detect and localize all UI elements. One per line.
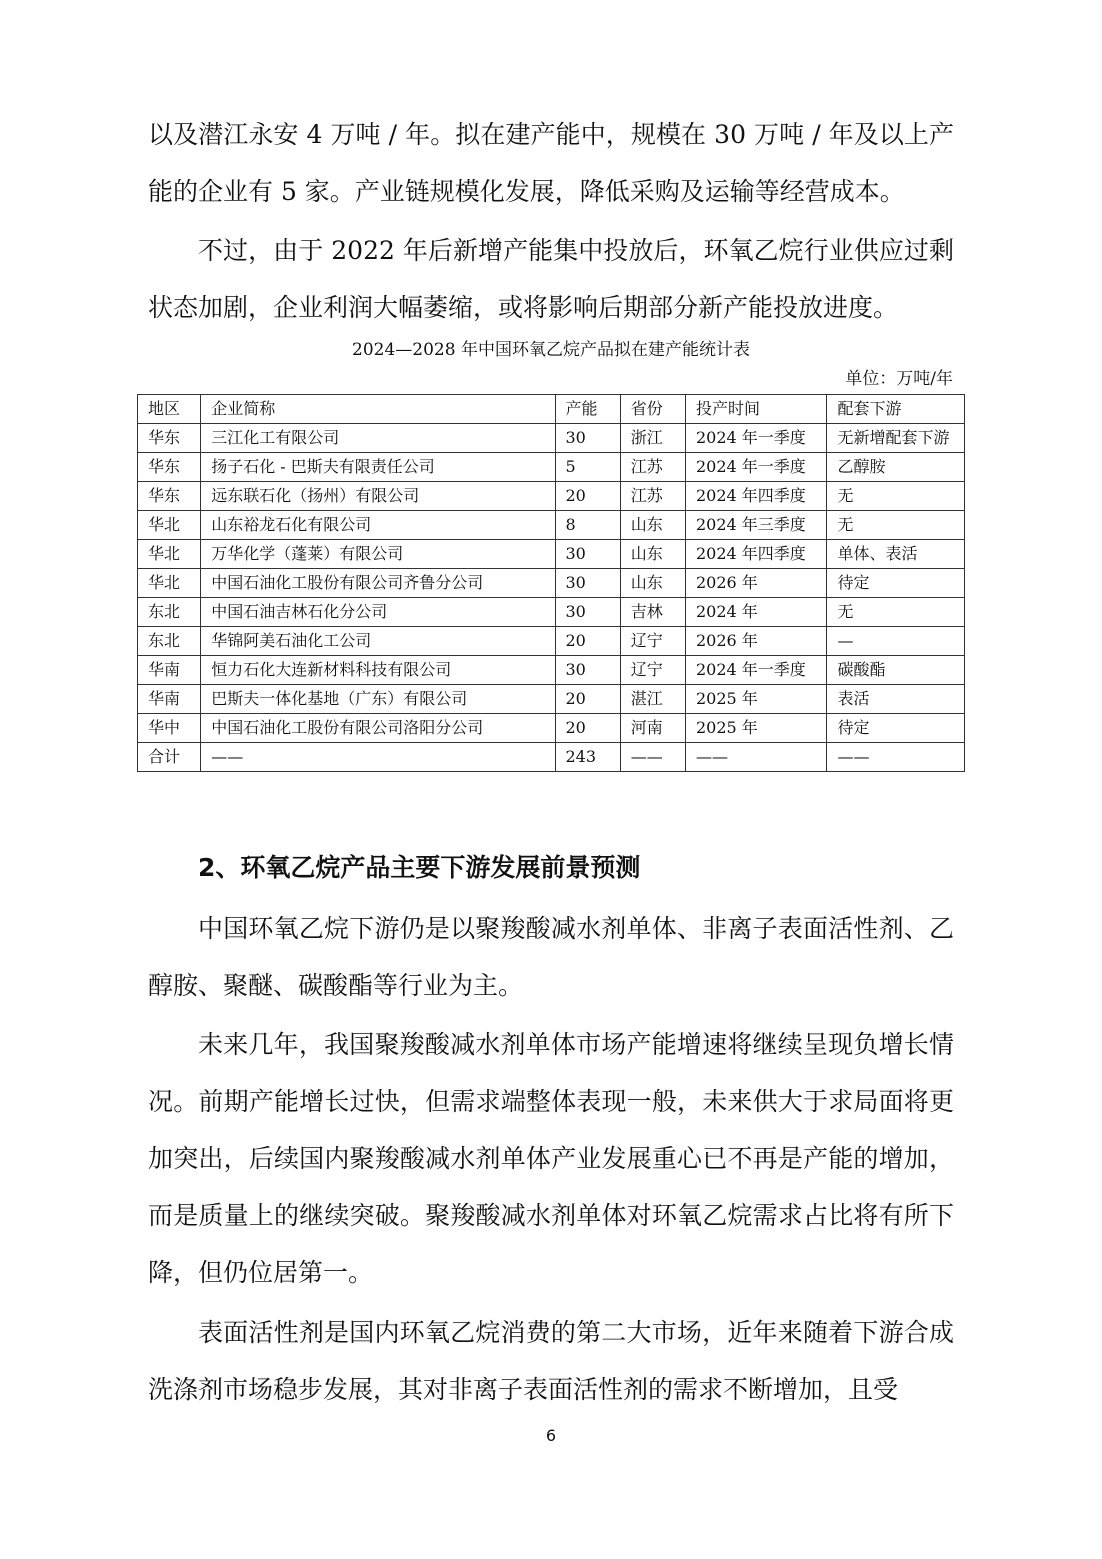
table-cell: 30 bbox=[555, 424, 620, 453]
table-cell: 辽宁 bbox=[620, 656, 685, 685]
table-cell: 8 bbox=[555, 511, 620, 540]
paragraph-downstream: 中国环氧乙烷下游仍是以聚羧酸减水剂单体、非离子表面活性剂、乙醇胺、聚醚、碳酸酯等行业为主。 bbox=[148, 914, 954, 1000]
table-cell: 扬子石化 - 巴斯夫有限责任公司 bbox=[201, 453, 555, 482]
table-cell: 吉林 bbox=[620, 598, 685, 627]
table-cell: 三江化工有限公司 bbox=[201, 424, 555, 453]
table-cell: 山东裕龙石化有限公司 bbox=[201, 511, 555, 540]
table-cell: 合计 bbox=[138, 743, 201, 772]
table-cell: 30 bbox=[555, 569, 620, 598]
table-cell: 243 bbox=[555, 743, 620, 772]
table-cell: 万华化学（蓬莱）有限公司 bbox=[201, 540, 555, 569]
paragraph-oversupply: 不过，由于 2022 年后新增产能集中投放后，环氧乙烷行业供应过剩状态加剧，企业利润大幅萎缩，或将影响后期部分新产能投放进度。 bbox=[148, 236, 954, 322]
table-cell: 2024 年一季度 bbox=[685, 453, 827, 482]
header-cell: 省份 bbox=[620, 395, 685, 424]
header-cell: 配套下游 bbox=[827, 395, 965, 424]
table-cell: 华北 bbox=[138, 540, 201, 569]
table-cell: 江苏 bbox=[620, 453, 685, 482]
section-heading: 2、环氧乙烷产品主要下游发展前景预测 bbox=[198, 853, 641, 882]
table-cell: 山东 bbox=[620, 511, 685, 540]
table-cell: 30 bbox=[555, 656, 620, 685]
table-cell: —— bbox=[685, 743, 827, 772]
table-cell: 远东联石化（扬州）有限公司 bbox=[201, 482, 555, 511]
table-cell: 5 bbox=[555, 453, 620, 482]
paragraph-surfactant: 表面活性剂是国内环氧乙烷消费的第二大市场，近年来随着下游合成洗涤剂市场稳步发展，其对非离子表面活性剂的需求不断增加，且受 bbox=[148, 1318, 954, 1404]
table-cell: 东北 bbox=[138, 627, 201, 656]
header-cell: 企业简称 bbox=[201, 395, 555, 424]
table-cell: 华锦阿美石油化工公司 bbox=[201, 627, 555, 656]
table-cell: 2024 年 bbox=[685, 598, 827, 627]
table-cell: — bbox=[827, 627, 965, 656]
table-row bbox=[138, 540, 965, 569]
table-cell: 无 bbox=[827, 511, 965, 540]
table-cell: 2025 年 bbox=[685, 685, 827, 714]
table-row bbox=[138, 424, 965, 453]
table-cell: 山东 bbox=[620, 569, 685, 598]
table-cell: 华南 bbox=[138, 656, 201, 685]
table-row bbox=[138, 743, 965, 772]
table-row bbox=[138, 598, 965, 627]
table-cell: 华东 bbox=[138, 482, 201, 511]
table-cell: 河南 bbox=[620, 714, 685, 743]
table-cell: 2026 年 bbox=[685, 569, 827, 598]
table-cell: 无 bbox=[827, 598, 965, 627]
table-cell: 湛江 bbox=[620, 685, 685, 714]
header-cell: 投产时间 bbox=[685, 395, 827, 424]
table-cell: 待定 bbox=[827, 714, 965, 743]
table-cell: 华北 bbox=[138, 511, 201, 540]
table-cell: 2024 年四季度 bbox=[685, 540, 827, 569]
table-cell: 浙江 bbox=[620, 424, 685, 453]
table-cell: 华中 bbox=[138, 714, 201, 743]
table-cell: 2024 年一季度 bbox=[685, 656, 827, 685]
table-cell: 2024 年一季度 bbox=[685, 424, 827, 453]
table-cell: 2025 年 bbox=[685, 714, 827, 743]
table-cell: 东北 bbox=[138, 598, 201, 627]
page-number: 6 bbox=[545, 1426, 557, 1445]
table-row bbox=[138, 482, 965, 511]
table-cell: —— bbox=[620, 743, 685, 772]
table-cell: 乙醇胺 bbox=[827, 453, 965, 482]
table-cell: 中国石油化工股份有限公司齐鲁分公司 bbox=[201, 569, 555, 598]
table-cell: 20 bbox=[555, 685, 620, 714]
paragraph-capacity-scale: 以及潜江永安 4 万吨 / 年。拟在建产能中，规模在 30 万吨 / 年及以上产能的企业有 5 家。产业链规模化发展，降低采购及运输等经营成本。 bbox=[148, 120, 954, 206]
table-cell: 山东 bbox=[620, 540, 685, 569]
table-cell: 30 bbox=[555, 598, 620, 627]
table-cell: 恒力石化大连新材料科技有限公司 bbox=[201, 656, 555, 685]
table-cell: 碳酸酯 bbox=[827, 656, 965, 685]
table-cell: 2024 年四季度 bbox=[685, 482, 827, 511]
table-cell: 20 bbox=[555, 714, 620, 743]
table-cell: 华南 bbox=[138, 685, 201, 714]
table-row bbox=[138, 656, 965, 685]
table-cell: 无 bbox=[827, 482, 965, 511]
table-row bbox=[138, 569, 965, 598]
table-cell: 江苏 bbox=[620, 482, 685, 511]
table-header-row bbox=[138, 395, 965, 424]
header-cell: 产能 bbox=[555, 395, 620, 424]
capacity-table bbox=[137, 394, 965, 772]
table-row bbox=[138, 685, 965, 714]
header-cell: 地区 bbox=[138, 395, 201, 424]
table-cell: 30 bbox=[555, 540, 620, 569]
table-cell: —— bbox=[201, 743, 555, 772]
table-cell: 待定 bbox=[827, 569, 965, 598]
table-unit: 单位：万吨/年 bbox=[845, 369, 953, 389]
table-cell: 华北 bbox=[138, 569, 201, 598]
table-cell: 2024 年三季度 bbox=[685, 511, 827, 540]
table-cell: 华东 bbox=[138, 424, 201, 453]
table-cell: 华东 bbox=[138, 453, 201, 482]
table-cell: 辽宁 bbox=[620, 627, 685, 656]
table-cell: —— bbox=[827, 743, 965, 772]
table-cell: 表活 bbox=[827, 685, 965, 714]
table-row bbox=[138, 453, 965, 482]
table-cell: 中国石油化工股份有限公司洛阳分公司 bbox=[201, 714, 555, 743]
table-row bbox=[138, 714, 965, 743]
table-cell: 无新增配套下游 bbox=[827, 424, 965, 453]
table-cell: 2026 年 bbox=[685, 627, 827, 656]
table-cell: 20 bbox=[555, 482, 620, 511]
table-cell: 巴斯夫一体化基地（广东）有限公司 bbox=[201, 685, 555, 714]
table-cell: 中国石油吉林石化分公司 bbox=[201, 598, 555, 627]
table-caption: 2024—2028 年中国环氧乙烷产品拟在建产能统计表 bbox=[352, 340, 750, 360]
table-cell: 20 bbox=[555, 627, 620, 656]
paragraph-pce-monomer: 未来几年，我国聚羧酸减水剂单体市场产能增速将继续呈现负增长情况。前期产能增长过快，但需求端整体表现一般，未来供大于求局面将更加突出，后续国内聚羧酸减水剂单体产业发展重心已不再是产能的增加，而是质量上的继续突破。聚羧酸减水剂单体对环氧乙烷需求占比将有所下降，但仍位居第一。 bbox=[148, 1030, 954, 1287]
table-cell: 单体、表活 bbox=[827, 540, 965, 569]
table-row bbox=[138, 627, 965, 656]
table-row bbox=[138, 511, 965, 540]
